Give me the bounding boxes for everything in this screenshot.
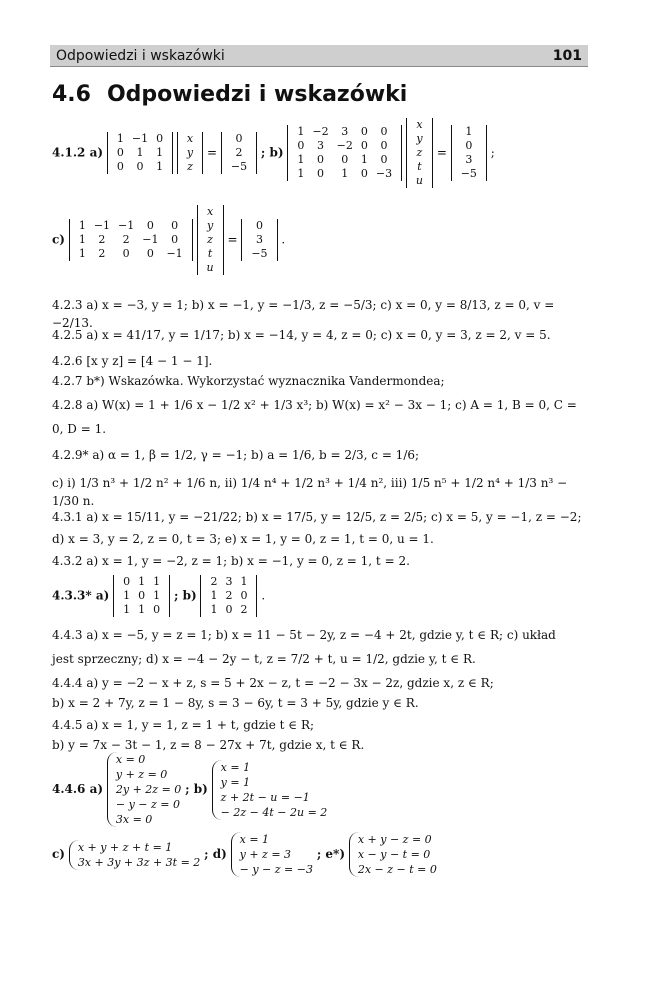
equation: y + z = 3: [239, 848, 292, 861]
answer-4-3-2: 4.3.2 a) x = 1, y = −2, z = 1; b) x = −1, y = 0, z = 1, t = 2.: [52, 554, 410, 568]
matrix-cell: 2: [122, 233, 130, 246]
answer-4-1-2-c: c) 1 −1 −1 0 0 1 2 2 −1 0 1 2 0 0 −1 x y z t u = 0 3 −5 .: [52, 205, 286, 274]
equation: 3x + 3y + 3z + 3t = 2: [77, 855, 201, 869]
section-number: 4.6: [52, 82, 91, 107]
matrix-cell: 0: [360, 125, 368, 138]
answer-4-2-9-line1: 4.2.9* a) α = 1, β = 1/2, γ = −1; b) a = 1/6, b = 2/3, c = 1/6;: [52, 448, 420, 462]
matrix-cell: −1: [166, 247, 183, 260]
vector-cell: y: [186, 146, 194, 159]
matrix-cell: 1: [297, 167, 305, 180]
equation: x + y + z + t = 1: [77, 840, 173, 854]
answer-label: 4.4.6 a): [52, 782, 104, 796]
vector-cell: u: [415, 174, 423, 187]
answer-label: 4.1.2 a): [52, 145, 104, 160]
equation: − y − z = 0: [115, 798, 181, 811]
running-head-title: Odpowiedzi i wskazówki: [56, 47, 225, 64]
matrix-cell: 1: [78, 247, 86, 260]
vector-cell: t: [417, 160, 422, 173]
answer-4-3-1-line1: 4.3.1 a) x = 15/11, y = −21/22; b) x = 17/5, y = 12/5, z = 2/5; c) x = 5, y = −1, z = −2;: [52, 510, 582, 524]
matrix-cell: 1: [240, 575, 248, 588]
matrix-cell: 0: [317, 153, 325, 166]
page-number: 101: [552, 47, 582, 64]
vector-cell: −5: [251, 247, 268, 260]
matrix-cell: 0: [138, 589, 146, 602]
vector-cell: u: [206, 261, 214, 274]
matrix-cell: 1: [78, 219, 86, 232]
matrix-cell: 0: [116, 160, 124, 173]
matrix-cell: 1: [297, 125, 305, 138]
vector-cell: x: [416, 118, 423, 131]
matrix-cell: 1: [138, 575, 146, 588]
equation: x = 0: [115, 753, 146, 766]
matrix-cell: 2: [98, 233, 106, 246]
matrix-cell: 1: [123, 589, 131, 602]
equation-system: [69, 840, 200, 870]
matrix-cell: −1: [142, 233, 159, 246]
answer-4-4-4-line2: b) x = 2 + 7y, z = 1 − 8y, s = 3 − 6y, t = 3 + 5y, gdzie y ∈ R.: [52, 696, 419, 710]
matrix-cell: 0: [380, 139, 388, 152]
answer-part-label: c): [52, 847, 65, 861]
equation: y = 1: [220, 775, 251, 789]
equation: x + y − z = 0: [357, 833, 432, 846]
vector-cell: z: [187, 160, 193, 173]
matrix-cell: 2: [98, 247, 106, 260]
answer-4-2-6: 4.2.6 [x y z] = [4 − 1 − 1].: [52, 354, 213, 368]
matrix-cell: 3: [341, 125, 349, 138]
matrix-cell: 1: [360, 153, 368, 166]
answer-4-4-3-line1: 4.4.3 a) x = −5, y = z = 1; b) x = 11 − 5t − 2y, z = −4 + 2t, gdzie y, t ∈ R; c) układ: [52, 628, 556, 642]
matrix-cell: 1: [153, 575, 161, 588]
matrix-cell: 0: [156, 132, 164, 145]
matrix-cell: 1: [156, 160, 164, 173]
matrix-cell: 0: [116, 146, 124, 159]
matrix-cell: −3: [375, 167, 393, 180]
vector-cell: x: [186, 132, 194, 145]
equation: 2y + 2z = 0: [115, 783, 182, 796]
vector-cell: x: [206, 205, 214, 218]
section-title: [52, 82, 407, 107]
matrix-cell: 0: [122, 247, 130, 260]
matrix-cell: 2: [240, 603, 248, 616]
vector-cell: −5: [460, 167, 477, 180]
answer-part-label: ; b): [173, 588, 197, 603]
matrix-cell: 0: [146, 247, 154, 260]
matrix-cell: −1: [131, 132, 149, 145]
matrix-cell: 0: [171, 219, 179, 232]
matrix-cell: 1: [136, 146, 144, 159]
matrix-cell: 0: [153, 603, 161, 616]
vector: [406, 118, 433, 188]
equation: x − y − t = 0: [357, 848, 431, 861]
equation: − y − z = −3: [239, 863, 313, 876]
vector-cell: y: [416, 132, 423, 145]
answer-part-label: ; d): [204, 847, 227, 861]
matrix-cell: 1: [123, 603, 131, 616]
vector-cell: 2: [235, 146, 243, 159]
equation: x = 1: [239, 833, 270, 846]
answer-4-2-8-line2: 0, D = 1.: [52, 422, 107, 436]
answer-4-4-3-line2: jest sprzeczny; d) x = −4 − 2y − t, z = 7/2 + t, u = 1/2, gdzie y, t ∈ R.: [52, 652, 476, 666]
punctuation: .: [261, 588, 266, 603]
matrix-cell: 1: [210, 603, 218, 616]
vector: [221, 132, 257, 174]
vector: [197, 205, 224, 275]
matrix-cell: 1: [297, 153, 305, 166]
equation: 2x − z − t = 0: [357, 863, 437, 876]
equation: x = 1: [220, 760, 251, 774]
matrix-cell: 0: [240, 589, 248, 602]
answer-part-label: ; b): [260, 145, 284, 160]
answer-4-2-5: 4.2.5 a) x = 41/17, y = 1/17; b) x = −14, y = 4, z = 0; c) x = 0, y = 3, z = 2, v = 5.: [52, 328, 551, 342]
matrix-cell: 3: [317, 139, 325, 152]
vector-cell: z: [207, 233, 213, 246]
matrix-cell: 0: [171, 233, 179, 246]
answer-part-label: c): [52, 232, 65, 247]
matrix-cell: 0: [136, 160, 144, 173]
vector-cell: 1: [465, 125, 473, 138]
answer-4-4-6-cde: [52, 832, 590, 877]
matrix: [287, 125, 402, 181]
equation: y + z = 0: [115, 768, 168, 781]
answer-4-3-3: [52, 575, 590, 617]
vector: [451, 125, 487, 181]
answer-part-label: ; e*): [316, 847, 346, 861]
vector-cell: t: [207, 247, 213, 260]
answer-4-2-8-line1: 4.2.8 a) W(x) = 1 + 1/6 x − 1/2 x² + 1/3 x³; b) W(x) = x² − 3x − 1; c) A = 1, B = 0, C =: [52, 398, 577, 412]
answer-4-1-2-ab: 4.1.2 a) 1 −1 0 0 1 1 0 0 1 x y z = 0 2 −5 ; b) 1 −2 3 0 0 0 3 −2 0 0 1 0 0 1 0 1 0 1 0 −3 x y z t u = 1 0 3 −5 ;: [52, 118, 495, 187]
matrix-cell: 1: [341, 167, 349, 180]
matrix-cell: 0: [380, 153, 388, 166]
matrix-cell: 0: [380, 125, 388, 138]
vector-cell: 0: [465, 139, 473, 152]
matrix-cell: 0: [123, 575, 131, 588]
equation-system: [231, 832, 313, 877]
matrix-cell: 1: [153, 589, 161, 602]
answer-4-4-4-line1: 4.4.4 a) y = −2 − x + z, s = 5 + 2x − z, t = −2 − 3x − 2z, gdzie x, z ∈ R;: [52, 676, 494, 690]
equation-system: [349, 832, 437, 877]
vector-cell: 3: [465, 153, 473, 166]
matrix: [107, 132, 173, 174]
matrix: [69, 219, 193, 261]
answer-label: 4.3.3* a): [52, 588, 110, 603]
answer-part-label: ; b): [185, 782, 208, 796]
vector-cell: −5: [230, 160, 248, 173]
matrix-cell: 1: [78, 233, 86, 246]
matrix-cell: −1: [118, 219, 135, 232]
answer-4-2-7: 4.2.7 b*) Wskazówka. Wykorzystać wyznacznika Vandermondea;: [52, 374, 445, 388]
equation: − 2z − 4t − 2u = 2: [220, 805, 328, 819]
matrix-cell: 0: [225, 603, 233, 616]
matrix: [113, 575, 170, 617]
matrix-cell: −2: [336, 139, 353, 152]
matrix-cell: 1: [138, 603, 146, 616]
answer-4-2-9-line2: c) i) 1/3 n³ + 1/2 n² + 1/6 n, ii) 1/4 n⁴ + 1/2 n³ + 1/4 n², iii) 1/5 n⁵ + 1/2 n⁴ + 1/3 n³ − 1/30 n.: [52, 476, 568, 508]
matrix-cell: 2: [225, 589, 233, 602]
section-name: Odpowiedzi i wskazówki: [106, 82, 408, 107]
answer-4-4-5-line1: 4.4.5 a) x = 1, y = 1, z = 1 + t, gdzie t ∈ R;: [52, 718, 315, 732]
running-head: [50, 45, 588, 67]
equation-system: [212, 760, 328, 820]
vector: [241, 219, 277, 261]
answer-4-3-1-line2: d) x = 3, y = 2, z = 0, t = 3; e) x = 1, y = 0, z = 1, t = 0, u = 1.: [52, 532, 434, 546]
matrix-cell: 0: [360, 139, 368, 152]
vector-cell: z: [416, 146, 423, 159]
answer-4-2-3: 4.2.3 a) x = −3, y = 1; b) x = −1, y = −1/3, z = −5/3; c) x = 0, y = 8/13, z = 0, v = −2/13.: [52, 298, 555, 330]
answer-4-4-5-line2: b) y = 7x − 3t − 1, z = 8 − 27x + 7t, gdzie x, t ∈ R.: [52, 738, 365, 752]
matrix-cell: 0: [341, 153, 349, 166]
matrix-cell: 0: [297, 139, 305, 152]
vector-cell: 0: [235, 132, 243, 145]
vector-cell: y: [206, 219, 214, 232]
vector-cell: 3: [255, 233, 263, 246]
matrix-cell: 3: [225, 575, 233, 588]
equation-system: [107, 752, 181, 827]
matrix-cell: 1: [156, 146, 164, 159]
equation: z + 2t − u = −1: [220, 790, 310, 804]
vector: [177, 132, 203, 174]
matrix: [200, 575, 257, 617]
matrix-cell: 0: [317, 167, 325, 180]
matrix-cell: −1: [93, 219, 111, 232]
matrix-cell: 1: [116, 132, 124, 145]
answer-4-4-6-ab: [52, 752, 590, 827]
equation: 3x = 0: [115, 813, 153, 826]
matrix-cell: −2: [312, 125, 329, 138]
matrix-cell: 2: [210, 575, 218, 588]
matrix-cell: 0: [360, 167, 368, 180]
matrix-cell: 0: [146, 219, 154, 232]
matrix-cell: 1: [210, 589, 218, 602]
vector-cell: 0: [255, 219, 263, 232]
